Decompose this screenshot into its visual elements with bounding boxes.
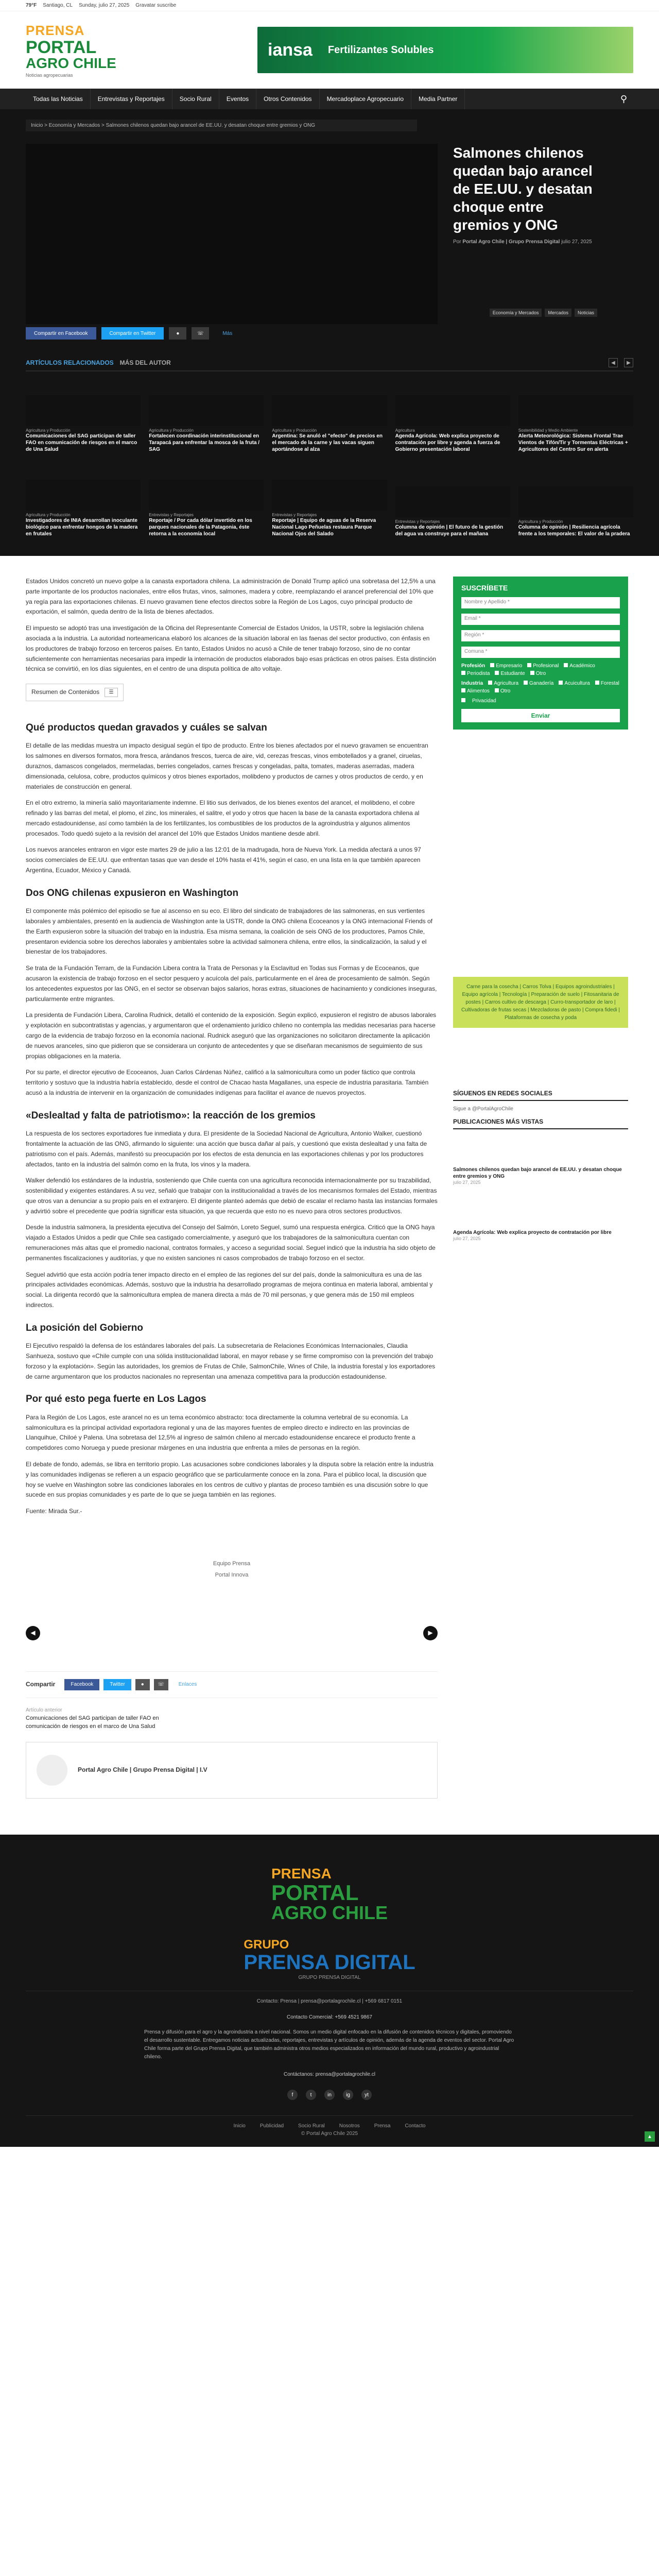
popular-post-date: julio 27, 2025 (453, 1180, 481, 1185)
footer-logo-prensa-digital: PRENSA DIGITAL (244, 1951, 415, 1974)
related-title[interactable]: Alerta Meteorológica: Sistema Frontal Trae Vientos de Tifón/Tir y Tormentas Eléctricas + Agricultores del Centro Sur en alerta (518, 433, 628, 452)
paragraph: El impuesto se adoptó tras una investigación de la Oficina del Representante Comercial de Estados Unidos, la USTR, sobre la legislación chilena asociada a la industria. La autoridad norteamericana elaboró los alcances de la situación laboral en las faenas del sector productivo, con énfasis en los productores de trabajo forzoso en terceros países. En tanto, Estados Unidos no acusó a Chile de tener trabajo forzoso, sino de no contar suficientemente con herramientas necesarias para impedir la internación de productos elaborados bajo esas prácticas en otros países. Esta distinción técnica se convirtió, en los días siguientes, en el centro de una disputa política de alto voltaje. (26, 624, 437, 673)
share-whatsapp-icon[interactable]: ☏ (192, 327, 209, 340)
share-twitter-button[interactable]: Compartir en Twitter (101, 327, 164, 340)
main-nav (0, 89, 659, 109)
region-field[interactable]: Región * (461, 630, 620, 641)
related-cat: Agricultura y Producción (149, 428, 194, 433)
profile-option[interactable]: Profesional (527, 663, 559, 669)
popular-thumb (453, 1136, 628, 1166)
share-bottom (26, 1671, 438, 1698)
related-cat: Agricultura y Producción (272, 428, 317, 433)
footer-logo-prensa: PRENSA (271, 1866, 332, 1882)
site-logo[interactable] (26, 23, 154, 78)
tab-related[interactable]: ARTÍCULOS RELACIONADOS (26, 359, 114, 366)
popular-title: PUBLICACIONES MÁS VISTAS (453, 1118, 628, 1129)
footer-logo-portal-text: PORTAL (271, 1880, 359, 1905)
paragraph: Para la Región de Los Lagos, este arancel no es un tema económico abstracto: toca directamente la columna vertebral de su economía. La salmonicultura es la principal actividad exportadora regional y una de las mayores fuentes de empleo directo e indirecto en las provincias de Llanquihue, Chiloé y Palena. Una sobretasa del 12,5% al ingreso de salmón chileno al mercado estadounidense encarece el producto frente a competidores como Noruega y puede presionar márgenes en una industria que enfrenta a miles de personas en la región. (26, 1413, 415, 1452)
popular-post[interactable] (453, 1198, 628, 1255)
footer-nav-item[interactable]: Socio Rural (298, 2123, 325, 2129)
footer-nav-item[interactable]: Contacto (405, 2123, 426, 2129)
paragraph: El componente más polémico del episodio se fue al ascenso en su eco. El libro del sindicato de trabajadores de las salmoneras, en sus vertientes laborales y ambientales, presentó en la audiencia de Washington ante la USTR, donde la ONG chilena Ecoceanos y la ONG internacional Friends of the Earth expusieron sobre la situación del trabajo en la industria. Esa misma semana, la coalición de seis ONG de los productores, Pamos Chile, presentaron evidencia sobre los derechos laborales y ambientales sobre la actividad salmonera chilena, entre ellos, la sindicalización, la salud y el bienestar de los trabajadores. (26, 907, 432, 956)
paragraph: El debate de fondo, además, se libra en territorio propio. Las acusaciones sobre condiciones laborales y la disputa sobre la relación entre la industria y las comunidades indígenas se refieren a un espacio geográfico que se particularmente conoce en la zona. Para el público local, la discusión que hoy se vuelve en Washington sobre las condiciones laborales en los centros de cultivo y plantas de proceso también es una discusión sobre lo que sucede en sus propias comunidades y es parte de lo que se juega también en las regiones. (26, 1460, 433, 1499)
logo-agro: AGRO CHILE (26, 55, 116, 71)
nav-item-socio-rural[interactable]: Socio Rural (172, 89, 219, 109)
nav-item-otros[interactable]: Otros Contenidos (256, 89, 319, 109)
related-card[interactable] (272, 379, 387, 456)
subscribe-title: SUSCRÍBETE (461, 584, 508, 592)
popular-post-title[interactable]: Agenda Agrícola: Web explica proyecto de contratación por libre (453, 1230, 612, 1235)
related-title[interactable]: Reportaje | Equipo de aguas de la Reserva Nacional Lago Peñuelas restaura Parque Nacional Ojos del Salado (272, 518, 376, 537)
weather-temp: 79°F (26, 3, 37, 8)
related-card[interactable] (518, 379, 633, 456)
industry-option[interactable]: Alimentos (461, 688, 490, 694)
related-title[interactable]: Agenda Agrícola: Web explica proyecto de contratación por libre y agenda a fuerza de Gobierno presentación laboral (395, 433, 500, 452)
author-box (26, 1742, 438, 1799)
paragraph: Fuente: Mirada Sur.- (26, 1507, 82, 1515)
related-card[interactable] (395, 463, 510, 540)
related-cat: Sostenibilidad y Medio Ambiente (518, 428, 578, 433)
weather-city: Santiago, CL (43, 3, 73, 8)
inline-ad[interactable] (26, 1523, 438, 1616)
footer-nav (26, 2115, 633, 2129)
linkedin-icon[interactable]: in (324, 2090, 335, 2100)
popular-post-date: julio 27, 2025 (453, 1236, 481, 1241)
article-meta (453, 239, 597, 245)
top-link[interactable]: Gravatar suscribe (135, 3, 177, 8)
related-cat: Entrevistas y Reportajes (272, 513, 317, 517)
send-button[interactable]: Enviar (461, 709, 620, 722)
related-card[interactable] (26, 379, 141, 456)
current-date: Sunday, julio 27, 2025 (79, 3, 130, 8)
paragraph: Se trata de la Fundación Terram, de la Fundación Libera contra la Trata de Personas y la Esclavitud en Todas sus Formas y de Ecoceanos, que acusaron la existencia de trabajo forzoso en el sector pesquero y acuícola del país, particularmente en el área de procesamiento de salmón. Según los antecedentes expuestos por las ONG, en el sector se observan bajos salarios, horas extras, situaciones de hacinamiento y condiciones inseguras, particularmente entre migrantes. (26, 964, 437, 1003)
related-thumb (395, 395, 510, 426)
popular-thumb (453, 1198, 628, 1229)
related-thumb (272, 480, 387, 511)
related-card[interactable] (518, 463, 633, 540)
industry-option[interactable]: Agricultura (488, 681, 518, 686)
prev-label: Artículo anterior (26, 1707, 62, 1713)
facebook-icon[interactable]: f (287, 2090, 298, 2100)
footer-sub: GRUPO PRENSA DIGITAL (298, 1975, 361, 1981)
industry-option[interactable]: Acuicultura (559, 681, 589, 686)
popular-post[interactable] (453, 1136, 628, 1192)
privacy-option[interactable]: Privacidad (461, 698, 620, 704)
related-cat: Entrevistas y Reportajes (149, 513, 194, 517)
related-cat: Agricultura (395, 428, 415, 433)
section-heading: «Deslealtad y falta de patriotismo»: la reacción de los gremios (26, 1110, 316, 1121)
paragraph: Desde la industria salmonera, la presidenta ejecutiva del Consejo del Salmón, Loreto Seguel, sumó una respuesta enérgica. Criticó que la ONG haya viajado a Estados Unidos a pedir que Chile sea castigado comercialmente, y aseguró que los trabajadores de la salmonicultura cuentan con remuneraciones más altas que el promedio nacional, contratos formales, y acceso a seguridad social. Seguel indicó que la industria ha sido objeto de permanentes fiscalizaciones y auditorías, y que no existen sanciones ni casos comprobados de trabajo forzoso en el sector. (26, 1224, 436, 1262)
profile-option[interactable]: Empresario (490, 663, 522, 669)
paragraph: Por su parte, el director ejecutivo de Ecoceanos, Juan Carlos Cárdenas Núñez, calificó a la salmonicultura como un poder fáctico que controla territorio y sostuvo que la industria habría establecido, desde el control de Chacao hasta Magallanes, una especie de industria parasitaria. También acusó a la industria de intervenir en la organización de comunidades indígenas para facilitar el avance de nuevos proyectos. (26, 1069, 429, 1096)
related-card[interactable] (272, 463, 387, 540)
twitter-icon[interactable]: t (306, 2090, 316, 2100)
footer-nav-item[interactable]: Nosotros (339, 2123, 360, 2129)
toc-toggle-icon[interactable]: ☰ (105, 688, 118, 697)
profile-options (461, 663, 620, 676)
email-field[interactable]: Email * (461, 614, 620, 625)
footer-logo-grupo-text: GRUPO (244, 1938, 289, 1952)
related-cat: Agricultura y Producción (26, 428, 71, 433)
social-title: SÍGUENOS EN REDES SOCIALES (453, 1090, 628, 1101)
nav-item-mercadoplace[interactable]: Mercadoplace Agropecuario (320, 89, 411, 109)
ad-line: Equipo Prensa (213, 1560, 251, 1567)
related-cat: Agricultura y Producción (518, 519, 563, 524)
paragraph: Estados Unidos concretó un nuevo golpe a la canasta exportadora chilena. La administración de Donald Trump aplicó una sobretasa del 12,5% a una parte importante de los productos nacionales, entre ellos frutas, vinos, salmones, madera y cobre, reemplazando el arancel preferencial del 10% que ya regía para las exportaciones chilenas. El nuevo gravamen tiene efectos directos sobre la Región de Los Lagos, cuyo principal producto de exportación, el salmón, queda dentro de la lista de bienes afectados. (26, 578, 436, 616)
subscribe-form (453, 577, 628, 730)
section-heading: Dos ONG chilenas expusieron en Washington (26, 887, 239, 899)
footer-nav-item[interactable]: Publicidad (259, 2123, 284, 2129)
share-label: Compartir (26, 1681, 56, 1688)
paragraph: El detalle de las medidas muestra un impacto desigual según el tipo de producto. Entre los bienes afectados por el nuevo gravamen se encuentran los salmones en diversos formatos, mora fresca, arándanos frescos, tuerca de aire, vid, cerezas frescas, vinos embotellados y a granel, ciruelas, duraznos, damascos congelados, mermeladas, berries congelados, carnes frescas y congeladas, palta, tomates, maderas aserradas, madera dimensionada, celulosa, cobre, productos químicos y otros bienes exportados, molibdeno y productos de carnes y otros productos de cerdo, y en materiales de construcción en general. (26, 742, 428, 790)
paragraph: Walker defendió los estándares de la industria, sosteniendo que Chile cuenta con una agricultura reconocida internacionalmente por su trazabilidad, sostenibilidad y exigentes estándares. A su vez, señaló que trabajar con la institucionalidad a través de los mecanismos formales del Estado, mientras que otros van a denunciar a su propio país en el extranjero. El dirigente planteó además que debió de escalar el reclamo hasta las instancias formales y advirtió sobre el precedente que podría significar esta situación, ya que recuerda que esto no es nuevo para otros sectores productivos. (26, 1177, 438, 1215)
twitter-follow-link[interactable]: Sigue a @PortalAgroChile (453, 1106, 513, 1112)
top-bar (0, 0, 659, 11)
related-cat: Agricultura y Producción (26, 513, 71, 517)
site-header (0, 11, 659, 89)
profile-option[interactable]: Otro (530, 671, 546, 676)
search-icon[interactable]: ⚲ (620, 93, 627, 104)
industry-option[interactable]: Ganadería (524, 681, 553, 686)
main-content (0, 556, 659, 1799)
logo-portal: PORTAL (26, 37, 97, 57)
paragraph: El Ejecutivo respaldó la defensa de los estándares laborales del país. La subsecretaria de Relaciones Económicas Internacionales, Claudia Sanhueza, sostuvo que «Chile cumple con una sólida institucionalidad laboral, en mayor rebase y se firme compromiso con la prevención del trabajo forzoso y la explotación». Según las autoridades, los gremios de Frutas de Chile, SalmonChile, Wines of Chile, la industria forestal y los exportadores de carne argumentaron que los productos nacionales no representan una amenaza competitiva para la producción estadounidense. (26, 1342, 436, 1380)
related-thumb (395, 486, 510, 517)
related-title[interactable]: Argentina: Se anuló el "efecto" de precios en el mercado de la carne y las vacas siguen aportándose al alza (272, 433, 383, 452)
logo-tagline: Noticias agropecuarias (26, 72, 73, 78)
share-link-button[interactable]: Enlaces (178, 1681, 197, 1687)
profile-option[interactable]: Estudiante (495, 671, 525, 676)
profile-label: Profesión (461, 663, 485, 669)
related-thumb (26, 480, 141, 511)
youtube-icon[interactable]: yt (361, 2090, 372, 2100)
section-heading: Qué productos quedan gravados y cuáles se salvan (26, 722, 267, 733)
avatar (37, 1755, 67, 1786)
category-tag[interactable]: Mercados (545, 309, 571, 317)
related-title[interactable]: Investigadores de INIA desarrollan inoculante biológico para enfrentar hongos de la madera en frutales (26, 518, 138, 537)
popular-post-title[interactable]: Salmones chilenos quedan bajo arancel de EE.UU. y desatan choque entre gremios y ONG (453, 1167, 622, 1179)
ad-line: Portal Innova (215, 1571, 249, 1578)
paragraph: La presidenta de Fundación Libera, Carolina Rudnick, detalló el contenido de la exposición. Según explicó, expusieron el registro de abusos laborales y explotación en subcontratistas y agencias, y argumentaron que el ordenamiento jurídico chileno no contempla las medidas necesarias para hacerse cargo de la evidencia de trabajo forzoso en la economía nacional. Rudnick aseguró que las organizaciones no solicitaron directamente la aplicación de nuevos aranceles, sino que pidieron que se considerara un conjunto de antecedentes y que se diseñaran mecanismos de seguimiento de sus propias obligaciones en la materia. (26, 1011, 437, 1060)
industry-label: Industria (461, 681, 483, 686)
related-thumb (149, 480, 264, 511)
page-title: Salmones chilenos quedan bajo arancel de EE.UU. y desatan choque entre gremios y ONG (453, 145, 593, 233)
banner-slogan: Fertilizantes Solubles (327, 44, 434, 56)
footer-logo-portal[interactable] (271, 1866, 388, 1922)
related-title[interactable]: Fortalecen coordinación interinstitucional en Tarapacá para enfrentar la mosca de la fruta / SAG (149, 433, 260, 452)
nav-item-todas[interactable]: Todas las Noticias (26, 89, 91, 109)
share-more-button[interactable]: Más (222, 330, 233, 336)
post-nav (26, 1626, 438, 1640)
related-thumb (149, 395, 264, 426)
industry-option[interactable]: Otro (495, 688, 510, 694)
article-hero (0, 109, 659, 556)
nav-item-entrevistas[interactable]: Entrevistas y Reportajes (91, 89, 172, 109)
footer-logo-grupo[interactable] (244, 1938, 415, 1973)
next-arrow-icon[interactable]: ▶ (624, 358, 633, 367)
footer-contact: Contacto: Prensa | prensa@portalagrochile.cl | +569 6817 0151 (26, 1991, 633, 2004)
author-name[interactable]: Portal Agro Chile | Grupo Prensa Digital | I.V (78, 1766, 207, 1774)
sidebar (453, 577, 628, 1799)
footer-nav-item[interactable]: Inicio (233, 2123, 246, 2129)
prev-arrow-icon[interactable]: ◀ (609, 358, 618, 367)
share-twitter-button[interactable]: Twitter (103, 1679, 131, 1690)
related-thumb (518, 486, 633, 517)
footer-email[interactable]: Contáctanos: prensa@portalagrochile.cl (283, 2072, 376, 2078)
hero-image (26, 144, 438, 324)
copyright: © Portal Agro Chile 2025 (301, 2131, 358, 2137)
paragraph: Los nuevos aranceles entraron en vigor este martes 29 de julio a las 12:01 de la madrugada, hora de Nueva York. La medida afectará a unos 97 socios comerciales de EE.UU. que enfrentan tasas que van desde el 10% hasta el 41%, según el caso, en una lista en la que también aparecen Argentina, Ecuador, México y Canadá. (26, 846, 421, 874)
nav-item-eventos[interactable]: Eventos (219, 89, 256, 109)
related-thumb (272, 395, 387, 426)
comuna-field[interactable]: Comuna * (461, 647, 620, 658)
meta-author[interactable]: Portal Agro Chile | Grupo Prensa Digital (462, 239, 560, 245)
scroll-top-icon[interactable]: ▲ (645, 2131, 655, 2142)
paragraph: La respuesta de los sectores exportadores fue inmediata y dura. El presidente de la Sociedad Nacional de Agricultura, Antonio Walker, cuestionó frontalmente la actuación de las ONG, afirmando lo siguiente: una acción que busca dañar al país, y cuestionó que exista deslealtad y una falta de patriotismo con el país. Además, manifestó su preocupación por los efectos de esta denuncia en las exportaciones chilenas y por los productores afectados, tanto en la industria del salmón como en la fruta, los vinos y la madera. (26, 1130, 427, 1168)
related-title[interactable]: Reportaje / Por cada dólar invertido en los parques nacionales de la Patagonia, éste retorna a la economía local (149, 518, 252, 537)
profile-option[interactable]: Periodista (461, 671, 490, 676)
toc-label: Resumen de Contenidos (31, 688, 100, 696)
paragraph: Seguel advirtió que esta acción podría tener impacto directo en el empleo de las regiones del sur del país, donde la salmonicultura es una de las principales actividades económicas. Además, sostuvo que la industria ha desarrollado programas de mejora continua en materia laboral, ambiental y social. La dirigenta recordó que la salmonicultura emplea de manera directa a más de 70 mil personas, y que genera más de 150 mil empleos indirectos. (26, 1270, 433, 1309)
section-heading: La posición del Gobierno (26, 1322, 144, 1333)
share-pinterest-icon[interactable]: ● (135, 1679, 150, 1690)
previous-article[interactable] (26, 1706, 160, 1731)
nav-item-media-partner[interactable]: Media Partner (411, 89, 465, 109)
next-post-icon[interactable]: ▶ (423, 1626, 438, 1640)
category-tag[interactable]: Economía y Mercados (490, 309, 542, 317)
tab-more-author[interactable]: MÁS DEL AUTOR (119, 359, 171, 366)
share-facebook-button[interactable]: Compartir en Facebook (26, 327, 96, 340)
related-title[interactable]: Columna de opinión | El futuro de la gestión del agua va construye para el mañana (395, 524, 504, 537)
prev-title[interactable]: Comunicaciones del SAG participan de taller FAO en comunicación de riesgos en el marco de Una Salud (26, 1715, 159, 1730)
related-card[interactable] (26, 463, 141, 540)
site-footer (0, 1835, 659, 2147)
related-card[interactable] (149, 379, 264, 456)
banner-brand: iansa (268, 40, 313, 60)
related-grid-row1 (26, 379, 633, 456)
logo-prensa: PRENSA (26, 22, 85, 38)
footer-social (26, 2090, 633, 2100)
table-of-contents[interactable] (26, 684, 124, 701)
article-body (26, 577, 438, 1799)
footer-nav-item[interactable]: Prensa (374, 2123, 391, 2129)
share-facebook-button[interactable]: Facebook (64, 1679, 99, 1690)
paragraph: En el otro extremo, la minería salió mayoritariamente indemne. El litio sus derivados, de los bienes exentos del arancel, el molibdeno, el cobre refinado y las barras del metal, el plomo, el zinc, los minerales, el salitre, el yodo y otros que hacen la base de la canasta exportadora chilena al mercado estadounidense, así como también la de los fertilizantes, los combustibles de los productos de la agroindustria y algunos alimentos procesados. Todo quedó sujeto a la revisión del arancel del 10% que Estados Unidos mantiene desde abril. (26, 799, 420, 837)
industry-options (461, 681, 620, 694)
profile-option[interactable]: Académico (564, 663, 595, 669)
footer-logo-agro: AGRO CHILE (271, 1902, 388, 1924)
related-grid-row2 (26, 463, 633, 540)
header-banner-ad[interactable] (257, 27, 633, 73)
footer-description: Prensa y difusión para el agro y la agroindustria a nivel nacional. Somos un medio digital enfocado en la difusión de contenidos técnicos y digitales, promoviendo el desarrollo sustentable. Entregamos noticias actualizadas, reportajes, entrevistas y artículos de opinión, además de la agenda de eventos del sector. Portal Agro Chile forma parte del Grupo Prensa Digital, que también administra otros medios especializados en información del mundo rural, productivo y agroindustrial chileno. (144, 2029, 514, 2060)
footer-contact2: Contacto Comercial: +569 4521 9867 (287, 2014, 372, 2021)
name-field[interactable]: Nombre y Apellido * (461, 597, 620, 608)
share-pinterest-icon[interactable]: ● (169, 327, 186, 340)
related-articles (26, 358, 633, 540)
breadcrumb[interactable]: Inicio > Economía y Mercados > Salmones chilenos quedan bajo arancel de EE.UU. y desatan choque entre gremios y ONG (26, 120, 417, 131)
related-title[interactable]: Columna de opinión | Resiliencia agrícola frente a los temporales: El valor de la pradera (518, 524, 630, 537)
sidebar-ad[interactable]: Carne para la cosecha | Carros Tolva | Equipos agroindustriales | Equipo agrícola | Tecnología | Preparación de suelo | Fitosanitaria de postes | Carros cultivo de descarga | Curro-transportador de laro | Cultivadoras de frutas secas | Mezcladoras de pasto | Compra fidedi | Plataformas de cosecha y poda (453, 977, 628, 1028)
instagram-icon[interactable]: ig (343, 2090, 353, 2100)
related-card[interactable] (395, 379, 510, 456)
related-title[interactable]: Comunicaciones del SAG participan de taller FAO en comunicación de riesgos en el marco de Una Salud (26, 433, 137, 452)
prev-post-icon[interactable]: ◀ (26, 1626, 40, 1640)
share-row (26, 327, 633, 340)
industry-option[interactable]: Forestal (595, 681, 619, 686)
section-heading: Por qué esto pega fuerte en Los Lagos (26, 1394, 206, 1405)
related-cat: Entrevistas y Reportajes (395, 519, 440, 524)
category-tag[interactable]: Noticias (575, 309, 597, 317)
meta-date: julio 27, 2025 (561, 239, 592, 245)
share-whatsapp-icon[interactable]: ☏ (154, 1679, 168, 1690)
meta-by: Por (453, 239, 461, 245)
related-thumb (518, 395, 633, 426)
related-card[interactable] (149, 463, 264, 540)
related-thumb (26, 395, 141, 426)
